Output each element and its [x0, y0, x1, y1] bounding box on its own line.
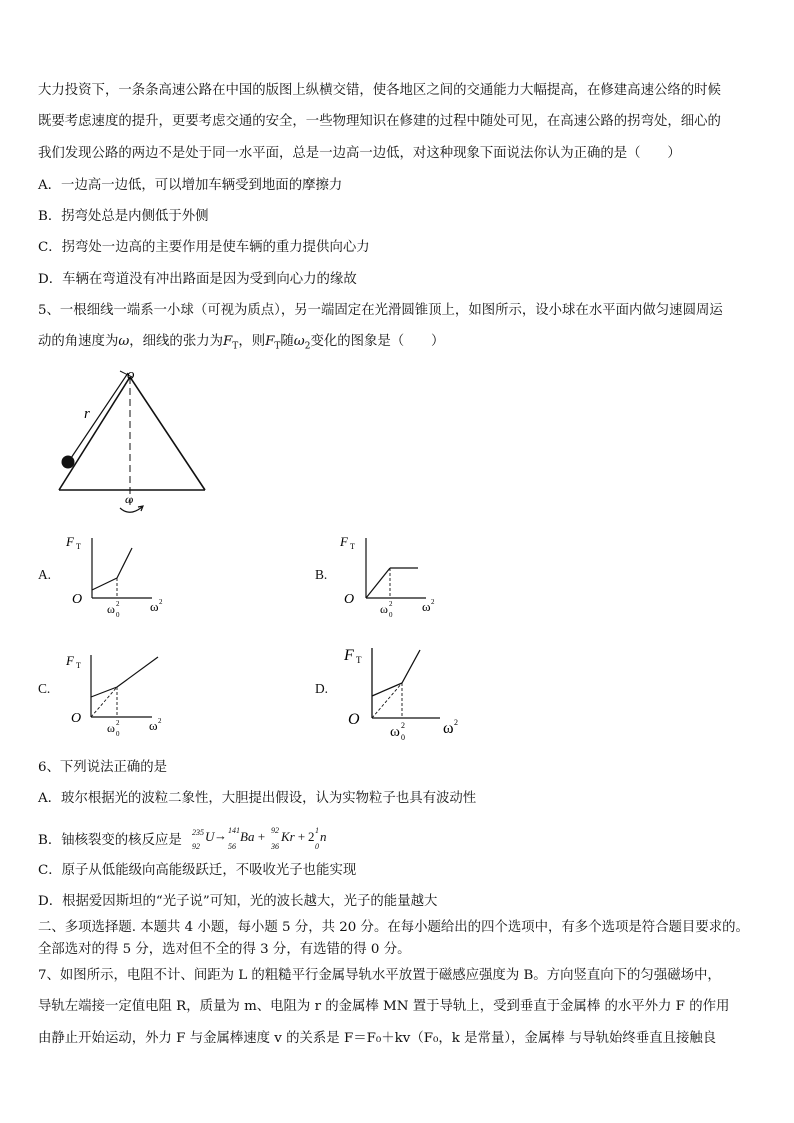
- svg-text:0: 0: [116, 730, 120, 738]
- q6-option-d: D．根据爱因斯坦的“光子说”可知，光的波长越大，光子的能量越大: [38, 894, 438, 909]
- svg-text:ω: ω: [149, 718, 158, 733]
- svg-text:0: 0: [401, 733, 405, 742]
- apex-label: o: [127, 367, 135, 383]
- graph-d-curve: [372, 683, 402, 696]
- q4-option-c: C．拐弯处一边高的主要作用是使车辆的重力提供向心力: [38, 240, 370, 255]
- graph-b: [334, 530, 454, 620]
- q4-stem-line-3: 我们发现公路的两边不是处于同一水平面，总是一边高一边低，对这种现象下面说法你认为正确的是（ ）: [38, 146, 681, 161]
- svg-text:2: 2: [116, 600, 120, 608]
- cone-triangle: [59, 377, 205, 490]
- section2-instructions-line-1: 二、多项选择题. 本题共 4 小题，每小题 5 分，共 20 分。在每小题给出的四个选项中，有多个选项是符合题目要求的。: [38, 920, 749, 935]
- graph-b-curve: [366, 568, 390, 598]
- svg-text:T: T: [350, 542, 355, 551]
- section2-instructions-line-2: 全部选对的得 5 分，选对但不全的得 3 分，有选错的得 0 分。: [38, 942, 411, 957]
- svg-text:O: O: [71, 711, 82, 726]
- svg-text:2: 2: [159, 598, 163, 606]
- q4-stem-line-1: 大力投资下，一条条高速公路在中国的版图上纵横交错，使各地区之间的交通能力大幅提高，在修建高速公络的时候: [38, 83, 721, 98]
- q6-option-a: A．玻尔根据光的波粒二象性，大胆提出假设，认为实物粒子也具有波动性: [38, 791, 477, 806]
- svg-text:F: F: [66, 653, 74, 668]
- svg-text:2: 2: [401, 721, 405, 730]
- q5-option-b-label: B.: [315, 567, 328, 582]
- svg-text:F: F: [340, 534, 348, 549]
- rotation-arrow-icon: [120, 507, 142, 512]
- svg-text:ω: ω: [443, 720, 454, 737]
- svg-text:0: 0: [116, 611, 120, 619]
- graph-a-curve: [92, 578, 117, 590]
- graph-c: [62, 645, 182, 740]
- q4-option-d: D．车辆在弯道没有冲出路面是因为受到向心力的缘故: [38, 272, 357, 287]
- q5-option-c-label: C.: [38, 681, 51, 696]
- q5-option-d-label: D.: [315, 681, 329, 696]
- q6-option-b: B．铀核裂变的核反应是 235 92 U → 141 56 Ba + 92 36 Kr + 2 1 0 n: [38, 826, 182, 852]
- svg-text:O: O: [72, 592, 83, 607]
- q5-stem-line-1: 5、一根细线一端系一小球（可视为质点），另一端固定在光滑圆锥顶上，如图所示，设小球在水平面内做匀速圆周运: [38, 303, 723, 318]
- svg-text:O: O: [344, 592, 355, 607]
- q7-stem-line-2: 导轨左端接一定值电阻 R，质量为 m、电阻为 r 的金属棒 MN 置于导轨上，受到垂直于金属棒 的水平外力 F 的作用: [38, 999, 730, 1014]
- q4-stem-line-2: 既要考虑速度的提升，更要考虑交通的安全，一些物理知识在修建的过程中随处可见，在高速公路的拐弯处，细心的: [38, 114, 721, 129]
- fission-equation: 235 92 U → 141 56 Ba + 92 36 Kr + 2 1 0 n: [192, 826, 327, 851]
- svg-text:2: 2: [116, 719, 120, 727]
- graph-d: [340, 638, 470, 743]
- svg-text:ω: ω: [422, 599, 431, 614]
- svg-text:T: T: [76, 661, 81, 670]
- svg-text:O: O: [348, 711, 360, 728]
- q4-option-a: A．一边高一边低，可以增加车辆受到地面的摩擦力: [38, 178, 343, 193]
- q5-stem-line-2: 动的角速度为ω，细线的张力为$F_T$，则$F_T$随$\omega_2$变化的图象是（ ）: [38, 334, 445, 352]
- q4-option-b: B．拐弯处总是内侧低于外侧: [38, 209, 209, 224]
- svg-text:2: 2: [431, 598, 435, 606]
- svg-text:T: T: [76, 542, 81, 551]
- svg-text:2: 2: [454, 718, 458, 727]
- omega-label: ω: [125, 492, 134, 506]
- svg-text:0: 0: [389, 611, 393, 619]
- cone-figure: [50, 365, 220, 515]
- rope-label: r: [84, 406, 90, 422]
- svg-text:F: F: [66, 534, 74, 549]
- svg-text:ω: ω: [107, 602, 115, 616]
- q6-option-c: C．原子从低能级向高能级跃迁，不吸收光子也能实现: [38, 863, 357, 878]
- q6-title: 6、下列说法正确的是: [38, 760, 168, 775]
- svg-text:ω: ω: [380, 602, 388, 616]
- svg-text:T: T: [356, 655, 362, 665]
- svg-text:ω: ω: [107, 721, 115, 735]
- svg-text:2: 2: [158, 717, 162, 725]
- svg-text:2: 2: [389, 600, 393, 608]
- q7-stem-line-1: 7、如图所示，电阻不计、间距为 L 的粗糙平行金属导轨水平放置于磁感应强度为 B。方向竖直向下的匀强磁场中，: [38, 968, 721, 983]
- omega-symbol: ω: [118, 334, 130, 349]
- q5-option-a-label: A.: [38, 567, 52, 582]
- svg-text:ω: ω: [150, 599, 159, 614]
- q7-stem-line-3: 由静止开始运动，外力 F 与金属棒速度 v 的关系是 F＝F₀＋kv（F₀，k 是常量），金属棒 与导轨始终垂直且接触良: [38, 1031, 717, 1046]
- svg-text:F: F: [344, 647, 354, 664]
- ball: [62, 456, 75, 469]
- graph-a: [62, 530, 182, 620]
- graph-c-curve: [91, 687, 117, 697]
- string-rope: [69, 373, 128, 461]
- svg-text:ω: ω: [390, 724, 400, 740]
